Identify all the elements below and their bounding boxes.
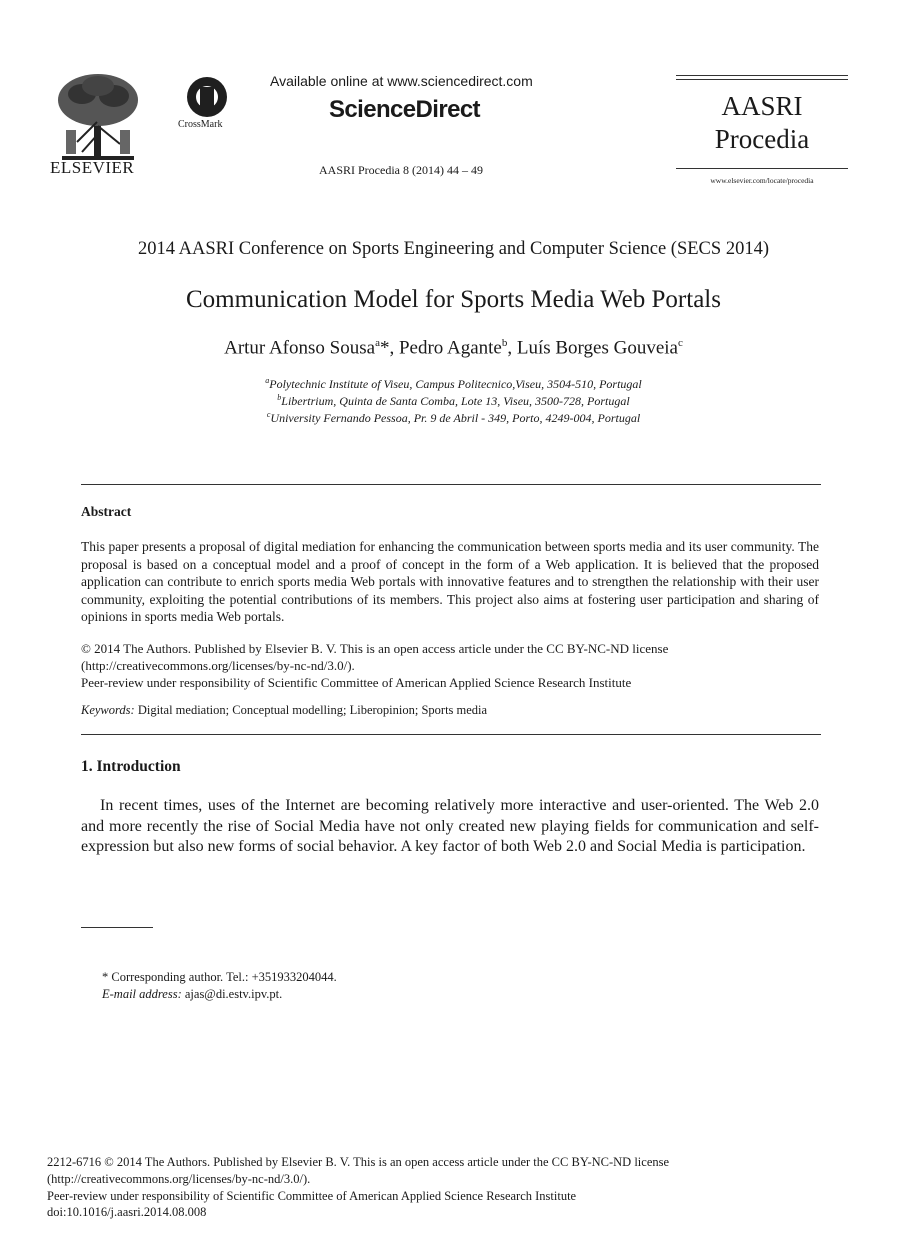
footer-license-link[interactable]: (http://creativecommons.org/licenses/by-nc-nd/3.0/). <box>47 1172 311 1186</box>
paper-title: Communication Model for Sports Media Web Portals <box>186 286 721 313</box>
footer-doi[interactable]: doi:10.1016/j.aasri.2014.08.008 <box>47 1205 207 1219</box>
crossmark-label: CrossMark <box>178 119 223 130</box>
journal-reference: AASRI Procedia 8 (2014) 44 – 49 <box>319 163 483 177</box>
abstract-rule-top <box>81 484 821 485</box>
license-line: © 2014 The Authors. Published by Elsevier B. V. This is an open access article under the CC BY-NC-ND license <box>81 641 669 656</box>
conference-name: 2014 AASRI Conference on Sports Engineering and Computer Science (SECS 2014) <box>138 239 769 259</box>
author-affil-mark: c <box>678 337 683 349</box>
peer-review-note: Peer-review under responsibility of Scientific Committee of American Applied Science Research Institute <box>81 675 632 690</box>
journal-rule-top <box>676 75 848 76</box>
affil-mark: b <box>277 393 282 402</box>
section-heading: 1. Introduction <box>81 758 181 775</box>
author-affil-mark: a <box>375 337 380 349</box>
affil-text: University Fernando Pessoa, Pr. 9 de Abril - 349, Porto, 4249-004, Portugal <box>270 411 641 425</box>
abstract-heading: Abstract <box>81 504 132 519</box>
available-online-text: Available online at www.sciencedirect.com <box>270 73 533 89</box>
journal-rule-bottom <box>676 168 848 169</box>
keywords <box>81 703 487 718</box>
publisher-wordmark: ELSEVIER <box>50 158 135 177</box>
affiliation <box>0 376 907 392</box>
journal-rule-top-2 <box>676 79 848 80</box>
section-body: In recent times, uses of the Internet are becoming relatively more interactive and user-oriented. The Web 2.0 and more recently the rise of Social Media have not only created new playing fields for communication and self-expression but also new forms of social behavior. A key factor of both Web 2.0 and Social Media is participation. <box>81 797 819 855</box>
author-name: Pedro Agante <box>398 337 502 359</box>
abstract-rule-bottom <box>81 734 821 735</box>
footnote-rule <box>81 927 153 928</box>
email-note <box>102 987 282 1002</box>
affil-text: Polytechnic Institute of Viseu, Campus Politecnico,Viseu, 3504-510, Portugal <box>269 377 642 391</box>
author-separator: , <box>507 337 517 359</box>
email-address[interactable]: ajas@di.estv.ipv.pt. <box>184 987 283 1001</box>
journal-url[interactable]: www.elsevier.com/locate/procedia <box>710 176 814 185</box>
journal-name-line1: AASRI <box>721 91 803 121</box>
keywords-label: Keywords: <box>81 703 135 717</box>
affiliation <box>0 410 907 426</box>
author-name: Luís Borges Gouveia <box>516 337 678 359</box>
author-name: Artur Afonso Sousa <box>224 337 376 359</box>
journal-name-line2: Procedia <box>714 124 810 154</box>
affil-text: Libertrium, Quinta de Santa Comba, Lote 13, Viseu, 3500-728, Portugal <box>281 394 630 408</box>
email-label: E-mail address: <box>102 987 182 1001</box>
footer-issn-line: 2212-6716 © 2014 The Authors. Published by Elsevier B. V. This is an open access article under the CC BY-NC-ND license <box>47 1155 670 1169</box>
abstract-body: This paper presents a proposal of digital mediation for enhancing the communication between sports media and its user community. The proposal is based on a conceptual model and a proof of concept in the form of a Web application. It is believed that the proposed application can contribute to enrich sports media Web portals with innovative features and to strengthen the relationship with their user community, exploiting the potential contributions of its members. This project also aims at fostering user participation and sharing of opinions in sports media Web portals. <box>81 539 819 624</box>
sciencedirect-logo[interactable]: ScienceDirect <box>329 96 480 123</box>
corresponding-author-note: * Corresponding author. Tel.: +351933204044. <box>102 970 337 984</box>
affiliation <box>0 393 907 409</box>
affil-mark: c <box>266 410 271 419</box>
footer-peer-review: Peer-review under responsibility of Scientific Committee of American Applied Science Research Institute <box>47 1189 577 1203</box>
keywords-list: Digital mediation; Conceptual modelling; Liberopinion; Sports media <box>137 703 488 717</box>
affil-mark: a <box>265 376 270 385</box>
author-list <box>0 337 907 359</box>
author-separator: *, <box>379 337 399 359</box>
license-block <box>81 640 821 691</box>
license-link[interactable]: (http://creativecommons.org/licenses/by-nc-nd/3.0/). <box>81 658 355 673</box>
author-affil-mark: b <box>501 337 508 349</box>
